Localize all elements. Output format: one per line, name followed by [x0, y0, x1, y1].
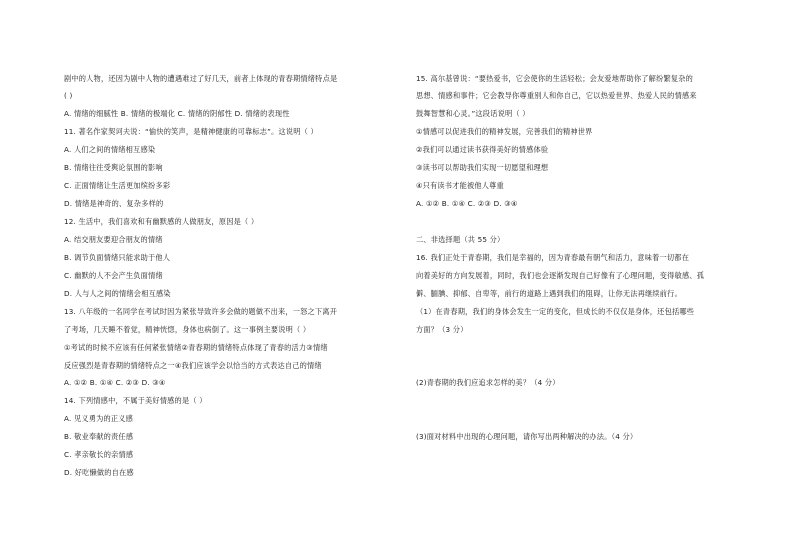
section-heading: 二、非选择题（共 55 分）: [416, 235, 505, 244]
q15-stem-line2: 思想、情感和事件；它会教导你尊重别人和你自己，它以热爱世界、热爱人民的情感来: [416, 91, 697, 100]
q12-stem: 12. 生活中，我们喜欢和有幽默感的人做朋友，原因是（ ）: [64, 217, 259, 226]
q14-option-a: A. 见义勇为的正义感: [64, 414, 134, 423]
q13-statements-line2: 反应强烈是青春期的情绪特点之一④我们应该学会以恰当的方式表达自己的情绪: [64, 361, 322, 370]
q14-stem: 14. 下列情感中，不属于美好情感的是（ ）: [64, 396, 207, 405]
q15-options: A. ①② B. ①④ C. ②③ D. ③④: [416, 199, 518, 208]
q15-statement-2: ②我们可以通过读书获得美好的情感体验: [416, 145, 549, 154]
q16-sub3: (3)面对材料中出现的心理问题，请你写出两种解决的办法。（4 分）: [416, 432, 638, 441]
q12-option-b: B. 调节负面情绪只能求助于他人: [64, 253, 171, 262]
q13-statements-line1: ①考试的时候不应该有任何紧张情绪②青春期的情绪特点体现了青春的活力③情绪: [64, 343, 328, 352]
q16-sub1-line1: （1）在青春期，我们的身体会发生一定的变化，但成长的不仅仅是身体，还包括哪些: [416, 307, 695, 316]
q11-option-c: C. 正面情绪让生活更加缤纷多彩: [64, 181, 171, 190]
q15-statement-4: ④只有读书才能被他人尊重: [416, 181, 504, 190]
q11-option-a: A. 人们之间的情绪相互感染: [64, 145, 156, 154]
q10-stem-tail: 剧中的人物，还因为剧中人物的遭遇难过了好几天，前者上体现的青春期情绪特点是: [64, 74, 338, 83]
q13-stem-line1: 13. 八年级的一名同学在考试时因为紧张导致许多会做的题做不出来，一怒之下离开: [64, 307, 338, 316]
q11-option-d: D. 情绪是神奇的、复杂多样的: [64, 199, 164, 208]
q15-stem-line3: 鼓舞智慧和心灵。”这段话说明（ ）: [416, 109, 530, 118]
q14-option-c: C. 孝亲敬长的亲情感: [64, 450, 134, 459]
q15-stem-line1: 15. 高尔基曾说：“要热爱书，它会使你的生活轻松；会友爱地帮助你了解纷繁复杂的: [416, 74, 694, 83]
q10-options: A. 情绪的细腻性 B. 情绪的极端化 C. 情绪的阴郁性 D. 情绪的表现性: [64, 109, 290, 118]
q11-stem: 11. 著名作家契诃夫说：“愉快的笑声，是精神健康的可靠标志”。这说明（ ）: [64, 127, 318, 136]
q14-option-b: B. 敬业奉献的责任感: [64, 432, 134, 441]
q12-option-c: C. 幽默的人不会产生负面情绪: [64, 271, 163, 280]
q15-statement-3: ③读书可以帮助我们实现一切愿望和理想: [416, 163, 549, 172]
q16-sub1-line2: 方面？（3 分）: [416, 325, 468, 334]
q16-stem-line1: 16. 我们正处于青春期，我们是幸福的，因为青春最有朝气和活力，意味着一切都在: [416, 253, 690, 262]
q14-option-d: D. 好吃懒做的自在感: [64, 468, 134, 477]
q12-option-a: A. 结交朋友要迎合朋友的情绪: [64, 235, 163, 244]
q11-option-b: B. 情绪往往受舆论氛围的影响: [64, 163, 163, 172]
q10-answer-paren: ( ): [64, 91, 73, 100]
q12-option-d: D. 人与人之间的情绪会相互感染: [64, 289, 171, 298]
q13-stem-line2: 了考场，几天睡不着觉，精神恍惚，身体也病倒了。这一事例主要说明（ ）: [64, 325, 311, 334]
q16-stem-line3: 僻、腼腆、抑郁、自卑等，前行的道路上遇到我们的阻碍，让你无法再继续前行。: [416, 289, 682, 298]
right-column: [400, 0, 794, 560]
q15-statement-1: ①情感可以促进我们的精神发展，完善我们的精神世界: [416, 127, 593, 136]
q16-sub2: (2)青春期的我们应追求怎样的美？（4 分）: [416, 378, 560, 387]
q16-stem-line2: 向着美好的方向发展着，同时，我们也会逐渐发现自己好像有了心理问题，变得敏感、孤: [416, 271, 705, 280]
q13-options: A. ①② B. ①④ C. ②③ D. ③④: [64, 378, 166, 387]
